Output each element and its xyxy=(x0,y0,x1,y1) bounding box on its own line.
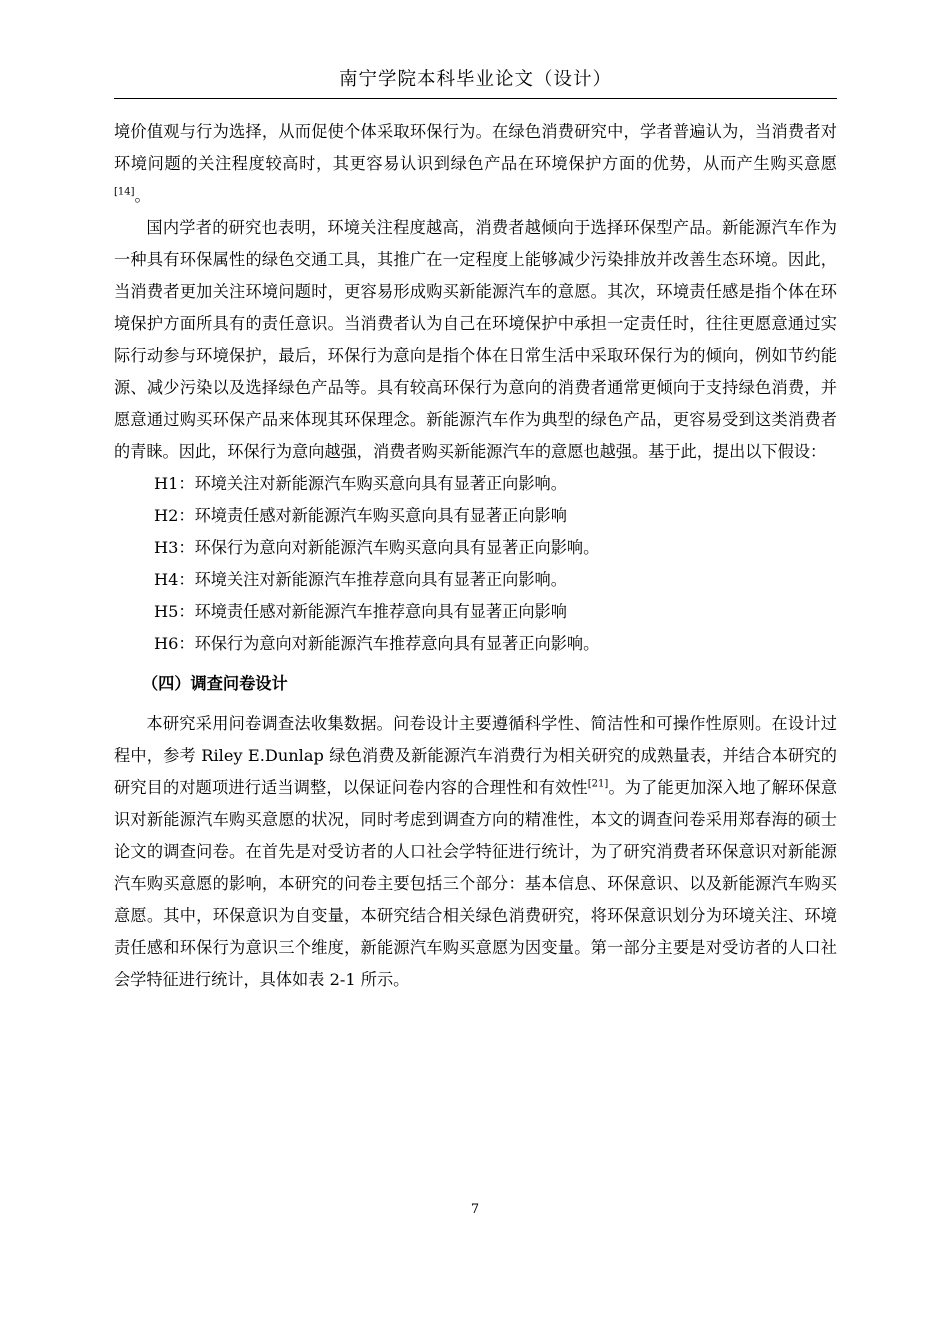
hypothesis-1: H1：环境关注对新能源汽车购买意向具有显著正向影响。 xyxy=(154,474,567,493)
citation-21: [21] xyxy=(587,778,609,790)
hypothesis-6: H6：环保行为意向对新能源汽车推荐意向具有显著正向影响。 xyxy=(154,634,600,653)
paragraph-1-end: 。 xyxy=(134,186,151,205)
hypothesis-2: H2：环境责任感对新能源汽车购买意向具有显著正向影响 xyxy=(154,506,567,525)
paragraph-1-text: 境价值观与行为选择，从而促使个体采取环保行为。在绿色消费研究中，学者普遍认为，当消费者对环境问题的关注程度较高时，其更容易认识到绿色产品在环境保护方面的优势，从而产生购买意愿 xyxy=(114,122,837,173)
citation-14: [14] xyxy=(114,186,135,198)
main-content xyxy=(114,116,837,996)
page-header: 南宁学院本科毕业论文（设计） xyxy=(338,69,612,90)
page-number: 7 xyxy=(470,1202,480,1217)
paragraph-2: 国内学者的研究也表明，环境关注程度越高，消费者越倾向于选择环保型产品。新能源汽车作为一种具有环保属性的绿色交通工具，其推广在一定程度上能够减少污染排放并改善生态环境。因此，当消费者更加关注环境问题时，更容易形成购买新能源汽车的意愿。其次，环境责任感是指个体在环境保护方面所具有的责任意识。当消费者认为自己在环境保护中承担一定责任时，往往更愿意通过实际行动参与环境保护，最后，环保行为意向是指个体在日常生活中采取环保行为的倾向，例如节约能源、减少污染以及选择绿色产品等。具有较高环保行为意向的消费者通常更倾向于支持绿色消费，并愿意通过购买环保产品来体现其环保理念。新能源汽车作为典型的绿色产品，更容易受到这类消费者的青睐。因此，环保行为意向越强，消费者购买新能源汽车的意愿也越强。基于此，提出以下假设： xyxy=(114,218,837,461)
paragraph-3-text: 本研究采用问卷调查法收集数据。问卷设计主要遵循科学性、简洁性和可操作性原则。在设计过程中，参考 Riley E.Dunlap 绿色消费及新能源汽车消费行为相关研究的成熟量表，并结合本研究的研究目的对题项进行适当调整，以保证问卷内容的合理性和有效性 xyxy=(114,714,837,797)
hypothesis-4: H4：环境关注对新能源汽车推荐意向具有显著正向影响。 xyxy=(154,570,567,589)
paragraph-3 xyxy=(114,708,837,996)
paragraph-3-rest: 。为了能更加深入地了解环保意识对新能源汽车购买意愿的状况，同时考虑到调查方向的精准性，本文的调查问卷采用郑春海的硕士论文的调查问卷。在首先是对受访者的人口社会学特征进行统计，为了研究消费者环保意识对新能源汽车购买意愿的影响，本研究的问卷主要包括三个部分：基本信息、环保意识、以及新能源汽车购买意愿。其中，环保意识为自变量，本研究结合相关绿色消费研究，将环保意识划分为环境关注、环境责任感和环保行为意识三个维度，新能源汽车购买意愿为因变量。第一部分主要是对受访者的人口社会学特征进行统计，具体如表 2-1 所示。 xyxy=(114,778,838,989)
header-rule xyxy=(114,98,837,99)
section-heading: （四）调查问卷设计 xyxy=(142,674,288,693)
paragraph-1 xyxy=(114,116,837,212)
hypothesis-3: H3：环保行为意向对新能源汽车购买意向具有显著正向影响。 xyxy=(154,538,600,557)
hypothesis-5: H5：环境责任感对新能源汽车推荐意向具有显著正向影响 xyxy=(154,602,567,621)
